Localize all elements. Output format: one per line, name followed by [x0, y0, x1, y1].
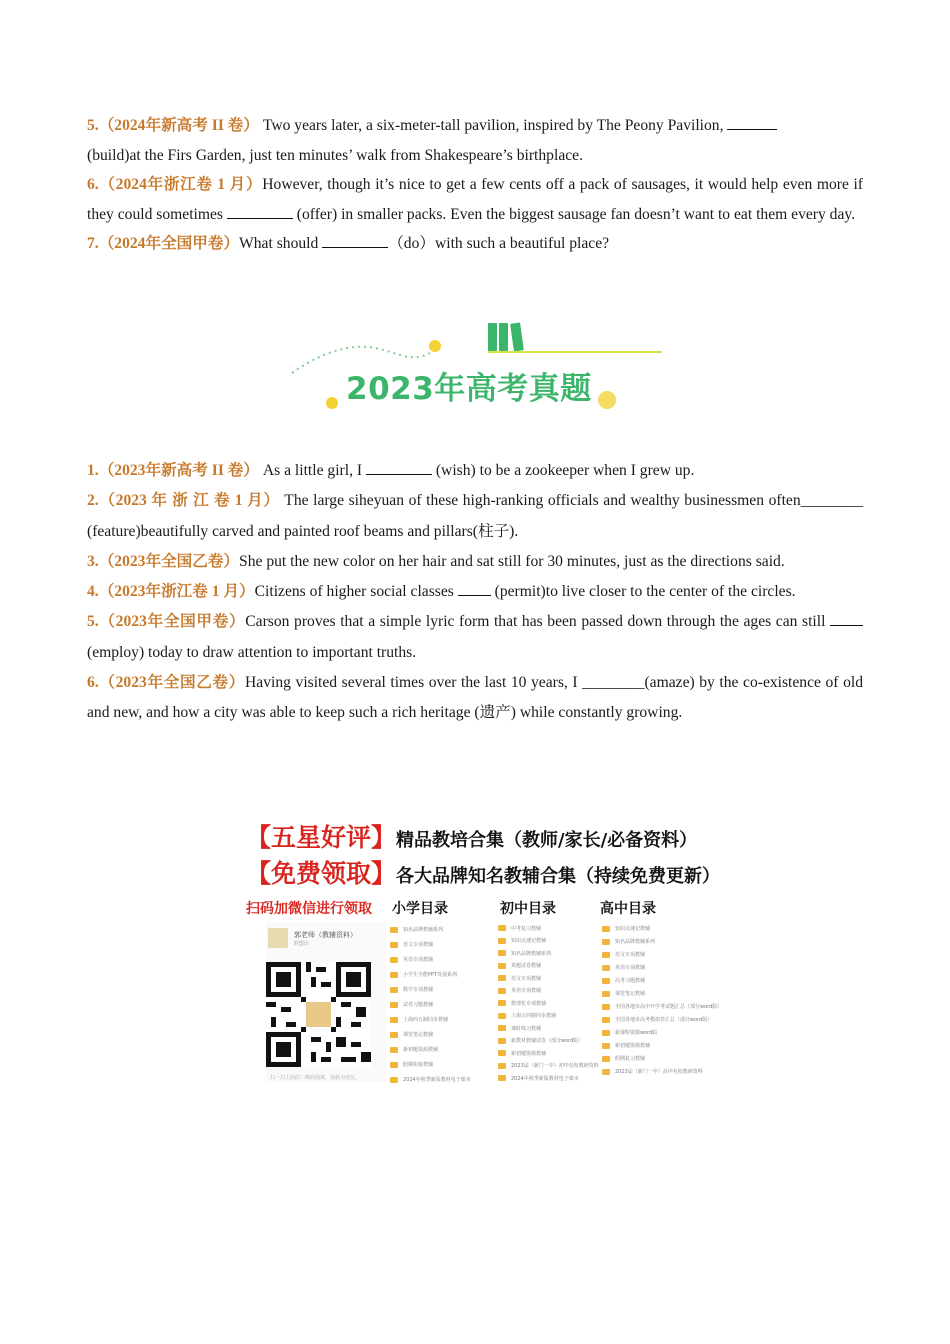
folder-label: 知名品牌教辅系列 — [403, 927, 444, 933]
folder-label: 新初题资源教辅 — [403, 1047, 439, 1053]
folder-label: 知名品牌教辅系列 — [511, 950, 552, 957]
catalog-folder-item — [498, 1047, 599, 1060]
folder-label: 高考习题教辅 — [615, 978, 646, 984]
folder-icon — [498, 1038, 506, 1044]
folder-label: 上海四五制同步教辅 — [403, 1017, 449, 1023]
folder-icon — [602, 939, 610, 945]
folder-label: 数学专项教辅 — [403, 987, 434, 993]
folder-icon — [602, 991, 610, 997]
folder-label: 中考复习教辅 — [511, 925, 542, 932]
yellow-dot-icon — [598, 391, 616, 409]
folder-icon — [602, 1056, 610, 1062]
folder-label: 英语专项教辅 — [511, 988, 542, 995]
catalog-folder-item — [602, 1065, 722, 1078]
catalog-folder-item — [602, 948, 722, 961]
answer-blank[interactable] — [227, 204, 293, 219]
section-2024 — [87, 111, 863, 259]
folder-label: 英语专项教辅 — [403, 957, 434, 963]
promo-line-2 — [246, 854, 720, 890]
catalog-folder-item — [498, 1022, 599, 1035]
folder-label: 课堂笔记教辅 — [615, 991, 646, 997]
folder-label: 数理化专项教辅 — [511, 1000, 547, 1007]
folder-icon — [602, 1043, 610, 1049]
question-text: (permit)to live closer to the center of the circles. — [490, 583, 796, 601]
folder-label: 小学生全能PPT发展系列 — [403, 972, 458, 978]
folder-label: 2024年秋季新版教材电子课本 — [511, 1075, 579, 1082]
folder-label: 2023届（新门一中）高中名校教研资料 — [615, 1069, 703, 1075]
folder-label: 知识点速记教辅 — [511, 938, 547, 945]
question-text: (offer) in smaller packs. Even the biggest sausage fan doesn’t want to eat them every day. — [292, 205, 856, 223]
folder-icon — [602, 926, 610, 932]
folder-icon — [602, 978, 610, 984]
folder-icon — [498, 1050, 506, 1056]
promo-text: 各大品牌知名教辅合集（持续免费更新） — [396, 866, 721, 887]
section-2023 — [87, 456, 863, 729]
catalog-folder-item — [602, 935, 722, 948]
folder-label: 新初题资源教辅 — [511, 1050, 547, 1057]
promo-bracket-text: 【五星好评】 — [246, 823, 397, 852]
promo-line-1 — [246, 818, 697, 854]
catalog-folder-item — [390, 967, 471, 982]
folder-icon — [498, 1063, 506, 1069]
folder-icon — [498, 963, 506, 969]
question-source-tag: 5.（2024年新高考 II 卷） — [87, 117, 259, 134]
catalog-folder-item — [498, 1072, 599, 1085]
folder-icon — [390, 1062, 398, 1068]
question-text: Having visited several times over the last 10 years, I ________(amaze) by the co-existence of old and new, and how a city was able to keep such a rich heritage (遗产) while constantly growing. — [87, 674, 863, 722]
answer-blank[interactable] — [322, 233, 388, 248]
catalog-folder-item — [602, 922, 722, 935]
folder-label: 假期衔接教辅 — [403, 1062, 434, 1068]
folder-label: 知识点速记教辅 — [615, 926, 651, 932]
question-text: (employ) today to draw attention to important truths. — [87, 643, 417, 661]
catalog-folder-item — [390, 1057, 471, 1072]
question-source-tag: 1.（2023年新高考 II 卷） — [87, 462, 259, 479]
question-source-tag: 7.（2024年全国甲卷） — [87, 235, 240, 253]
catalog-folder-item — [602, 974, 722, 987]
promo-bracket-text: 【免费领取】 — [246, 859, 397, 888]
section-banner-title: 2023年高考真题 — [346, 371, 592, 407]
folder-icon — [602, 1017, 610, 1023]
avatar — [268, 928, 288, 948]
folder-icon — [390, 1002, 398, 1008]
yellow-dot-icon — [326, 397, 338, 409]
question-2024-5 — [87, 111, 863, 170]
folder-icon — [390, 942, 398, 948]
catalog-folder-item — [498, 947, 599, 960]
question-text: However, though it’s nice to get a few cents off a pack of sausages, it would help even more if they could sometimes — [87, 176, 864, 223]
catalog-folder-item — [602, 987, 722, 1000]
wechat-card — [266, 922, 386, 1082]
question-2023-1 — [87, 456, 863, 486]
question-source-tag: 6.（2024年浙江卷 1 月） — [87, 176, 263, 194]
catalog-folder-item — [390, 982, 471, 997]
catalog-folder-item — [390, 1027, 471, 1042]
question-text: As a little girl, I — [258, 462, 366, 479]
qr-code-icon[interactable] — [266, 962, 371, 1067]
catalog-folder-item — [602, 1000, 722, 1013]
catalog-folder-item — [498, 972, 599, 985]
question-2023-2 — [87, 486, 863, 547]
question-text: The large siheyuan of these high-ranking officials and wealthy businessmen often________ (feature)beautifully carved and painted roof beams and pillars(柱子). — [87, 492, 863, 540]
catalog-folder-item — [390, 952, 471, 967]
question-source-tag: 5.（2023年全国甲卷） — [87, 613, 246, 631]
catalog-folder-item — [498, 1035, 599, 1048]
catalog-folder-item — [390, 922, 471, 937]
folder-icon — [498, 925, 506, 931]
book-icon — [510, 322, 524, 351]
promo-text: 精品教培合集（教师/家长/必备资料） — [396, 830, 698, 851]
catalog-folder-item — [602, 1026, 722, 1039]
teacher-subtitle: 联盟店 — [294, 941, 310, 947]
catalog-folder-item — [390, 1072, 471, 1087]
high-catalog-list — [602, 922, 722, 1078]
question-2023-3 — [87, 547, 863, 577]
folder-label: 知名品牌教辅系列 — [615, 939, 656, 945]
catalog-folder-item — [602, 961, 722, 974]
catalog-folder-item — [390, 997, 471, 1012]
question-2024-7 — [87, 229, 863, 259]
qr-note: 扫一扫上面的二维码图案，加我为朋友。 — [270, 1075, 361, 1081]
question-source-tag: 4.（2023年浙江卷 1 月） — [87, 583, 255, 601]
folder-label: 英语专项教辅 — [615, 965, 646, 971]
folder-icon — [390, 927, 398, 933]
folder-icon — [390, 1032, 398, 1038]
folder-icon — [498, 1075, 506, 1081]
scan-instruction: 扫码加微信进行领取 — [246, 901, 372, 917]
folder-label: 假期复习教辅 — [615, 1056, 646, 1062]
question-source-tag: 3.（2023年全国乙卷） — [87, 552, 240, 570]
catalog-folder-item — [602, 1013, 722, 1026]
answer-blank[interactable] — [727, 115, 777, 130]
folder-icon — [498, 1025, 506, 1031]
folder-icon — [390, 957, 398, 963]
catalog-folder-item — [602, 1039, 722, 1052]
folder-icon — [390, 1017, 398, 1023]
folder-label: 全国各地市高中开学考试题汇总（部分word版） — [615, 1004, 723, 1010]
catalog-folder-item — [498, 960, 599, 973]
folder-label: 新课程资源word版 — [615, 1030, 658, 1036]
question-text: She put the new color on her hair and sat still for 30 minutes, just as the directions said. — [239, 552, 785, 570]
middle-catalog-heading: 初中目录 — [500, 901, 556, 917]
promo-image[interactable] — [246, 818, 723, 1084]
folder-label: 2024年秋季新版教材电子课本 — [403, 1077, 471, 1083]
folder-icon — [602, 1004, 610, 1010]
catalog-folder-item — [602, 1052, 722, 1065]
folder-label: 课堂笔记教辅 — [403, 1032, 434, 1038]
folder-icon — [602, 1069, 610, 1075]
folder-label: 试卷习题教辅 — [403, 1002, 434, 1008]
folder-icon — [602, 952, 610, 958]
question-text: （do）with such a beautiful place? — [388, 235, 610, 253]
middle-catalog-list — [498, 922, 599, 1085]
folder-label: 真题试卷教辅 — [511, 963, 542, 970]
folder-icon — [498, 938, 506, 944]
question-2024-6 — [87, 170, 863, 229]
catalog-folder-item — [498, 1060, 599, 1073]
catalog-folder-item — [498, 985, 599, 998]
catalog-folder-item — [498, 922, 599, 935]
high-catalog-heading: 高中目录 — [600, 901, 656, 917]
book-icon — [488, 323, 497, 351]
question-2023-4 — [87, 577, 863, 607]
folder-icon — [602, 1030, 610, 1036]
catalog-folder-item — [390, 1042, 471, 1057]
question-source-tag: 6.（2023年全国乙卷） — [87, 674, 246, 692]
primary-catalog-heading: 小学目录 — [392, 901, 448, 917]
catalog-folder-item — [498, 997, 599, 1010]
folder-icon — [498, 950, 506, 956]
folder-icon — [390, 987, 398, 993]
question-text: (build)at the Firs Garden, just ten minutes’ walk from Shakespeare’s birthplace. — [87, 146, 583, 164]
catalog-folder-item — [498, 935, 599, 948]
question-text: Two years later, a six-meter-tall pavilion, inspired by The Peony Pavilion, — [258, 117, 728, 134]
question-source-tag: 2.（2023 年 浙 江 卷 1 月） — [87, 492, 280, 510]
question-text: (wish) to be a zookeeper when I grew up. — [431, 462, 695, 479]
folder-icon — [390, 1077, 398, 1083]
folder-label: 上海五四制同步教辅 — [511, 1013, 557, 1020]
folder-icon — [498, 988, 506, 994]
question-2023-5 — [87, 607, 863, 668]
folder-icon — [602, 965, 610, 971]
answer-blank[interactable] — [830, 611, 863, 626]
primary-catalog-list — [390, 922, 471, 1087]
catalog-folder-item — [498, 1010, 599, 1023]
folder-icon — [498, 1000, 506, 1006]
catalog-folder-item — [390, 937, 471, 952]
folder-icon — [390, 972, 398, 978]
question-text: What should — [239, 235, 323, 253]
question-2023-6 — [87, 668, 863, 729]
book-icon — [499, 323, 508, 351]
question-text: Carson proves that a simple lyric form that has been passed down through the ages can still — [245, 613, 830, 631]
folder-label: 语文专项教辅 — [615, 952, 646, 958]
catalog-folder-item — [390, 1012, 471, 1027]
teacher-name: 郭老师（教辅资料） — [294, 931, 357, 939]
answer-blank[interactable] — [458, 581, 491, 596]
folder-label: 新初题资源教辅 — [615, 1043, 651, 1049]
folder-label: 全国各地市高考模拟卷汇总（部分word版） — [615, 1017, 713, 1023]
folder-label: 新教材教辅试卷（部分word版） — [511, 1038, 584, 1045]
folder-icon — [390, 1047, 398, 1053]
folder-label: 课时练习教辅 — [511, 1025, 542, 1032]
question-text: Citizens of higher social classes — [254, 583, 458, 601]
answer-blank[interactable] — [366, 460, 432, 475]
folder-label: 语文专项教辅 — [403, 942, 434, 948]
folder-label: 2023届（新门一中）初中名校教研资料 — [511, 1063, 599, 1070]
yellow-dot-icon — [429, 340, 441, 352]
folder-label: 语文专项教辅 — [511, 975, 542, 982]
folder-icon — [498, 975, 506, 981]
folder-icon — [498, 1013, 506, 1019]
